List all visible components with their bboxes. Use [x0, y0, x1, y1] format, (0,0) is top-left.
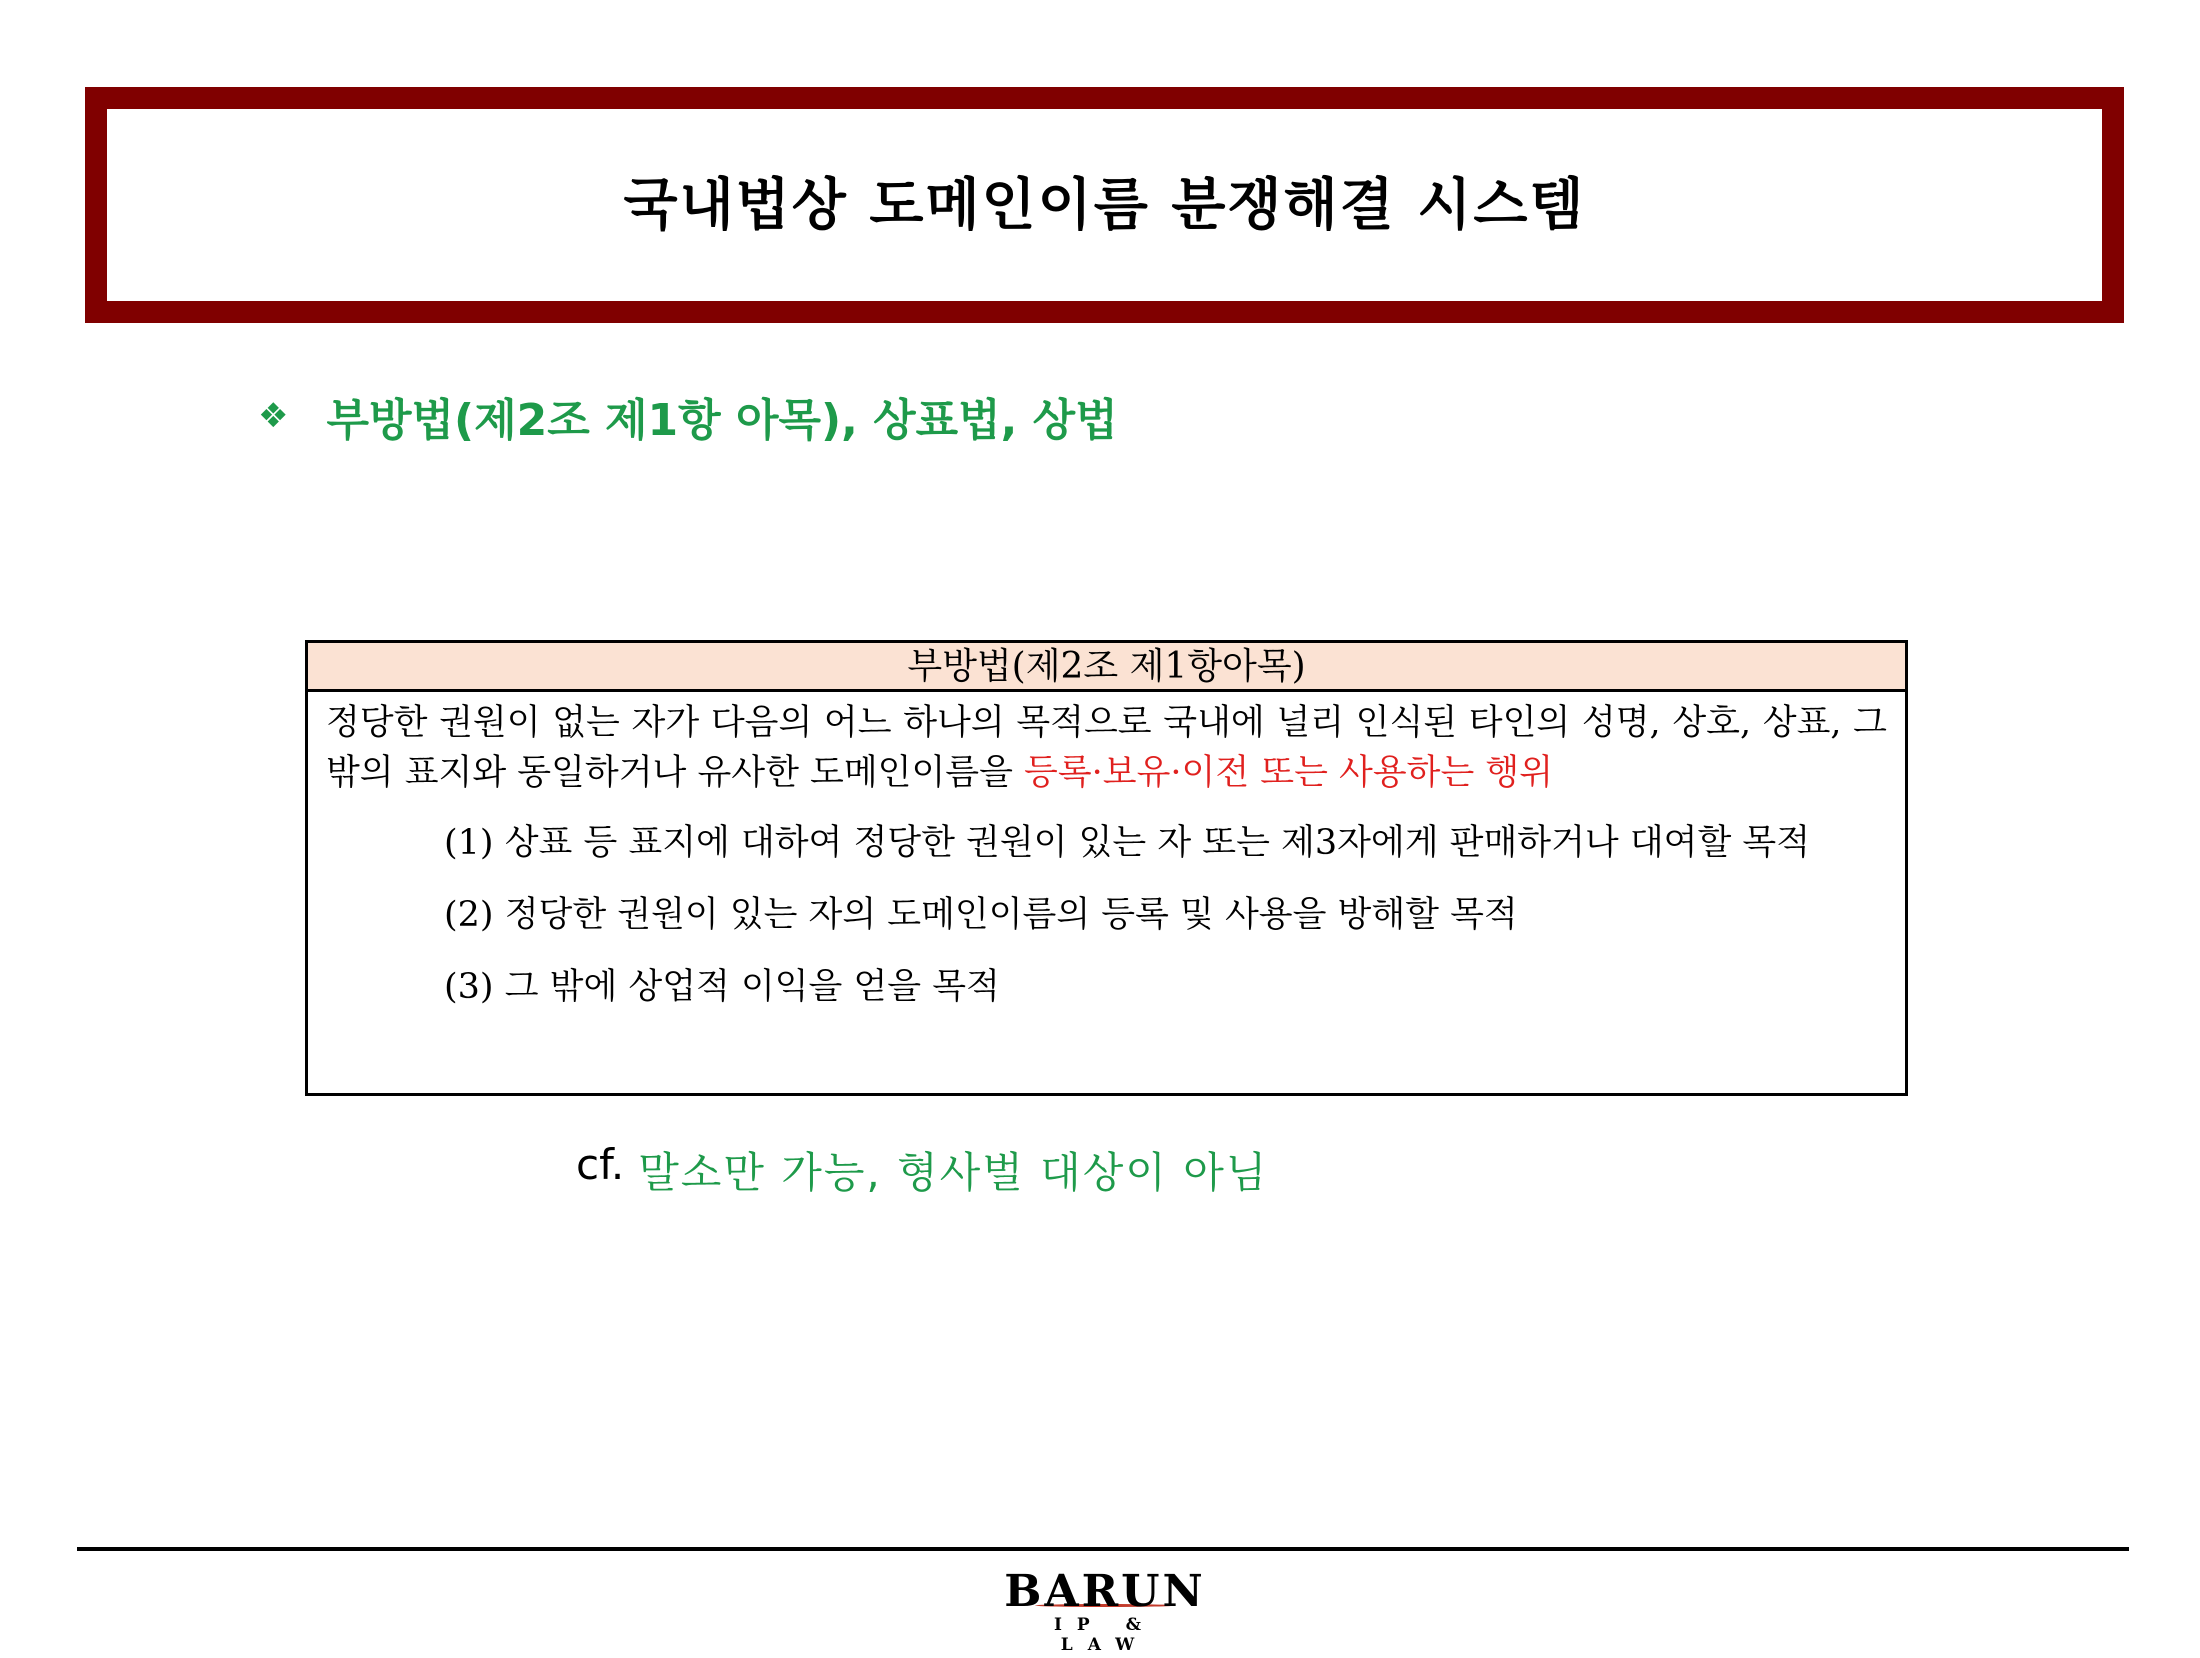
law-box-header: 부방법(제2조 제1항아목) [308, 643, 1905, 692]
law-items [444, 818, 1887, 1012]
law-intro-text: 정당한 권원이 없는 자가 다음의 어느 하나의 목적으로 국내에 널리 인식된 타인의 성명, 상호, 상표, 그 밖의 표지와 동일하거나 유사한 도메인이름을 [326, 703, 1887, 793]
note [576, 1140, 1268, 1200]
page-title: 국내법상 도메인이름 분쟁해결 시스템 [623, 173, 1586, 238]
law-box-body [308, 692, 1905, 1012]
law-box [305, 640, 1908, 1096]
law-intro [326, 698, 1887, 798]
bullet-text: 부방법(제2조 제1항 아목), 상표법, 상법 [326, 395, 1118, 446]
note-prefix: cf. [576, 1140, 625, 1189]
law-item-3: (3) 그 밖에 상업적 이익을 얻을 목적 [444, 967, 1000, 1007]
law-intro-highlight: 등록·보유·이전 또는 사용하는 행위 [1024, 753, 1553, 793]
logo-sub-text: IP & LAW [1053, 1615, 1156, 1655]
note-text: 말소만 가능, 형사벌 대상이 아님 [638, 1148, 1269, 1197]
law-item-1: (1) 상표 등 표지에 대하여 정당한 권원이 있는 자 또는 제3자에게 판매하거나 대여할 목적 [444, 823, 1811, 863]
footer-rule [77, 1547, 2129, 1551]
diamond-bullet-icon: ❖ [258, 396, 289, 436]
title-frame [85, 87, 2124, 323]
law-item-2: (2) 정당한 권원이 있는 자의 도메인이름의 등록 및 사용을 방해할 목적 [444, 895, 1518, 935]
barun-logo [1000, 1568, 1210, 1655]
bullet-line [258, 384, 1118, 448]
logo-main-text: BARUN [1004, 1566, 1206, 1617]
